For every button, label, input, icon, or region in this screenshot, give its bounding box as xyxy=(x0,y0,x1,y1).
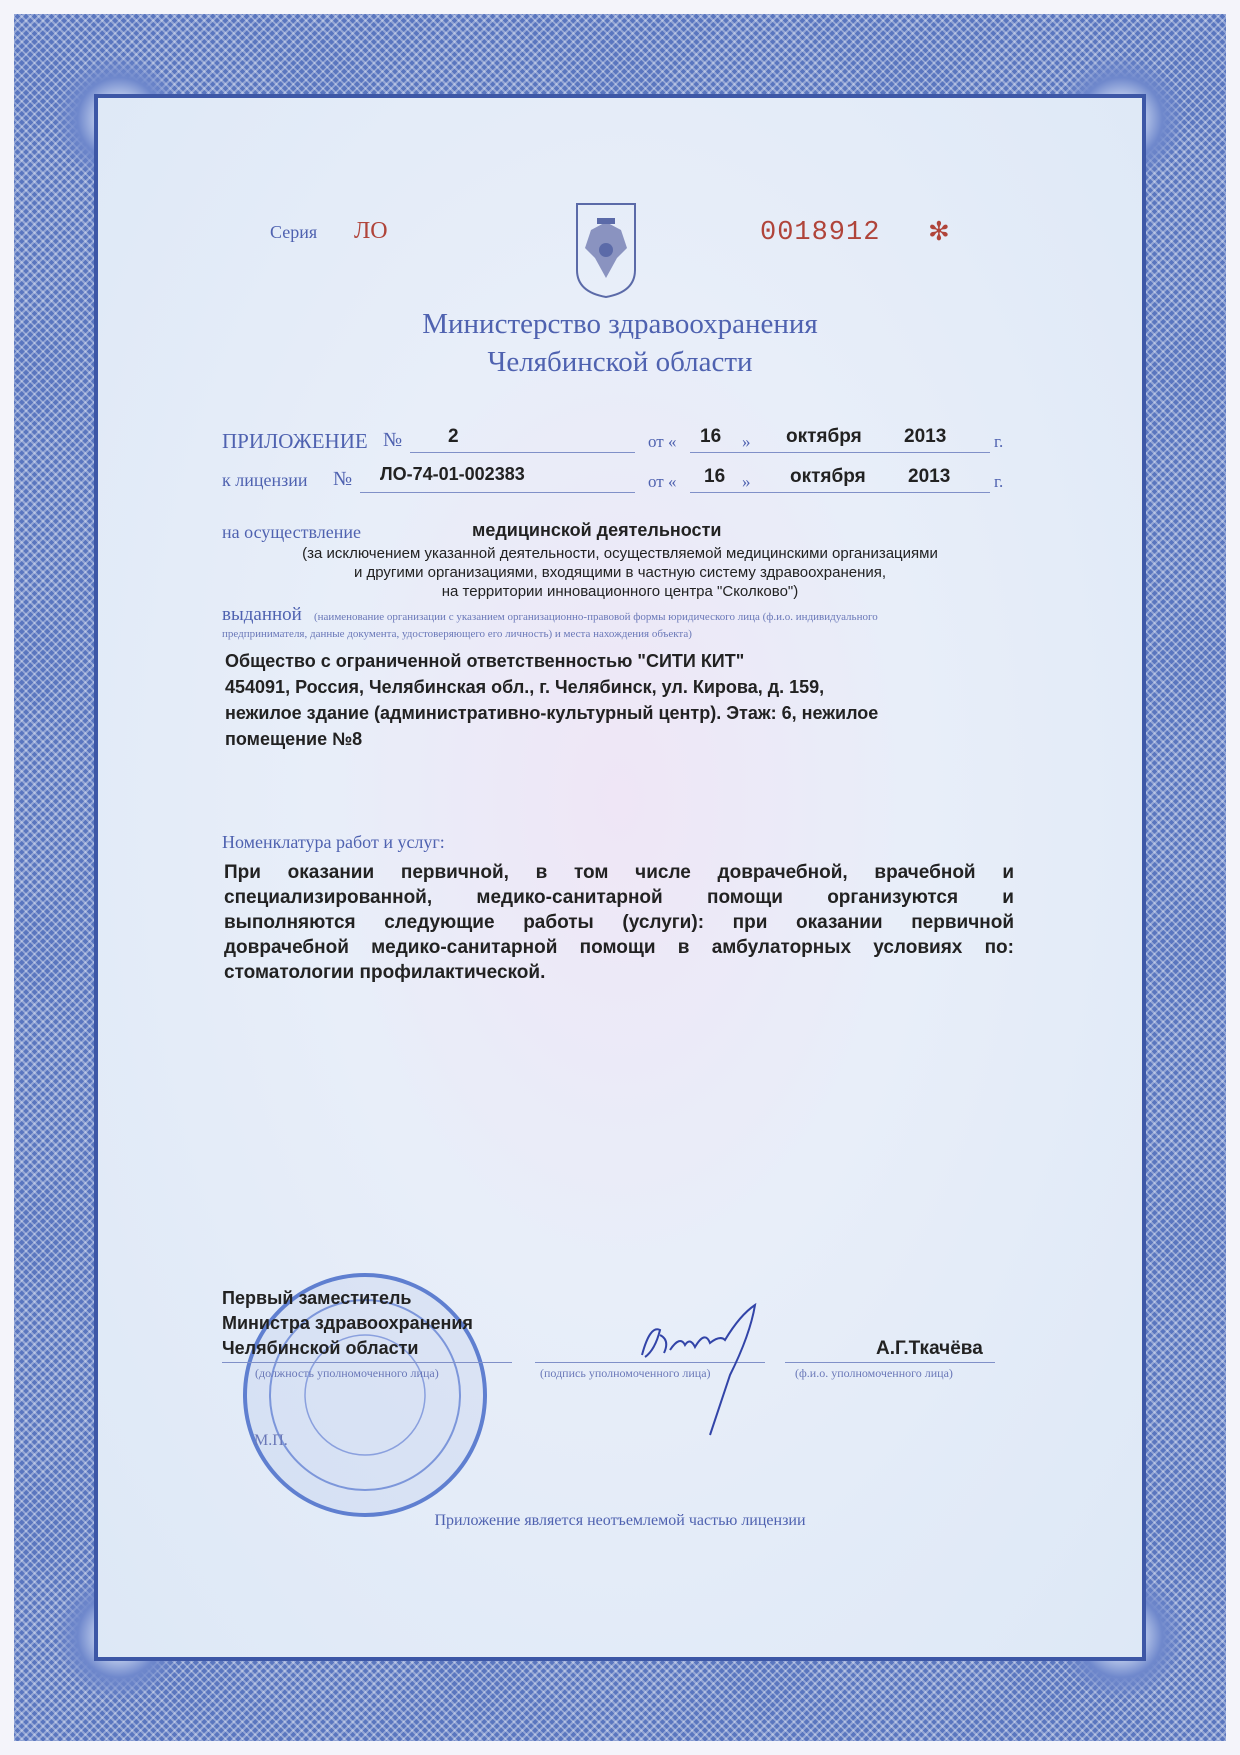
issued-caption-2: предпринимателя, данные документа, удостоверяющего его личность) и места нахождения объекта) xyxy=(222,628,692,640)
form-number: 0018912 xyxy=(760,218,881,248)
signatory-position xyxy=(222,1286,473,1361)
footer-note: Приложение является неотъемлемой частью лицензии xyxy=(434,1512,806,1529)
license-month: октября xyxy=(790,466,866,487)
licensee-line: Общество с ограниченной ответственностью "СИТИ КИТ" xyxy=(225,651,745,671)
license-no-sign: № xyxy=(333,468,353,490)
licensee-line: нежилое здание (административно-культурный центр). Этаж: 6, нежилое xyxy=(225,703,879,723)
licensee-line: помещение №8 xyxy=(225,729,363,749)
license-close-quote: » xyxy=(742,472,751,491)
appendix-year-suffix: г. xyxy=(994,432,1004,451)
services-line: специализированной, медико-санитарной помощи организуются и xyxy=(224,887,1014,908)
appendix-year: 2013 xyxy=(904,426,947,447)
appendix-from-label: от « xyxy=(648,432,677,451)
name-caption: (ф.и.о. уполномоченного лица) xyxy=(795,1366,953,1380)
position-line: Министра здравоохранения xyxy=(222,1313,473,1333)
appendix-close-quote: » xyxy=(742,432,751,451)
appendix-label: ПРИЛОЖЕНИЕ xyxy=(222,429,368,453)
stamp-place: М.П. xyxy=(254,1432,288,1449)
services-line: доврачебной медико-санитарной помощи в амбулаторных условиях по: xyxy=(224,937,1014,958)
license-label: к лицензии xyxy=(222,470,308,490)
signature-caption: (подпись уполномоченного лица) xyxy=(540,1366,711,1380)
coat-of-arms-emblem xyxy=(573,200,639,300)
activity-value: медицинской деятельности xyxy=(472,520,722,540)
license-year-suffix: г. xyxy=(994,472,1004,491)
services-line: При оказании первичной, в том числе доврачебной, врачебной и xyxy=(224,862,1014,883)
issued-caption-1: (наименование организации с указанием организационно-правовой формы юридического лица (ф.и.о. индивидуального xyxy=(314,611,878,623)
issuer-line-1: Министерство здравоохранения xyxy=(422,308,818,340)
position-line: Челябинской области xyxy=(222,1338,419,1358)
appendix-number: 2 xyxy=(448,426,459,447)
licensee-block xyxy=(225,648,878,752)
license-from-label: от « xyxy=(648,472,677,491)
license-day: 16 xyxy=(704,466,726,487)
series-value: ЛО xyxy=(354,218,388,244)
position-line: Первый заместитель xyxy=(222,1288,412,1308)
activity-label: на осуществление xyxy=(222,522,361,542)
appendix-no-sign: № xyxy=(383,429,403,451)
signatory-name: А.Г.Ткачёва xyxy=(876,1338,983,1359)
license-year: 2013 xyxy=(908,466,951,487)
licensee-line: 454091, Россия, Челябинская обл., г. Челябинск, ул. Кирова, д. 159, xyxy=(225,677,825,697)
activity-note-3: на территории инновационного центра "Сколково") xyxy=(441,583,799,600)
appendix-day: 16 xyxy=(700,426,722,447)
appendix-month: октября xyxy=(786,426,862,447)
position-caption: (должность уполномоченного лица) xyxy=(255,1366,439,1380)
asterisk-icon: ✻ xyxy=(928,216,950,246)
services-label: Номенклатура работ и услуг: xyxy=(222,832,445,852)
issued-label: выданной xyxy=(222,604,302,625)
license-number: ЛО-74-01-002383 xyxy=(380,464,525,484)
activity-note-1: (за исключением указанной деятельности, осуществляемой медицинскими организациями xyxy=(302,545,938,562)
services-text xyxy=(224,860,1014,985)
handwritten-signature xyxy=(630,1295,790,1445)
services-line: выполняются следующие работы (услуги): при оказании первичной xyxy=(224,912,1014,933)
services-line: стоматологии профилактической. xyxy=(224,962,546,983)
issuer-line-2: Челябинской области xyxy=(487,346,753,378)
activity-note-2: и другими организациями, входящими в частную систему здравоохранения, xyxy=(353,564,887,581)
series-label: Серия xyxy=(270,222,318,242)
